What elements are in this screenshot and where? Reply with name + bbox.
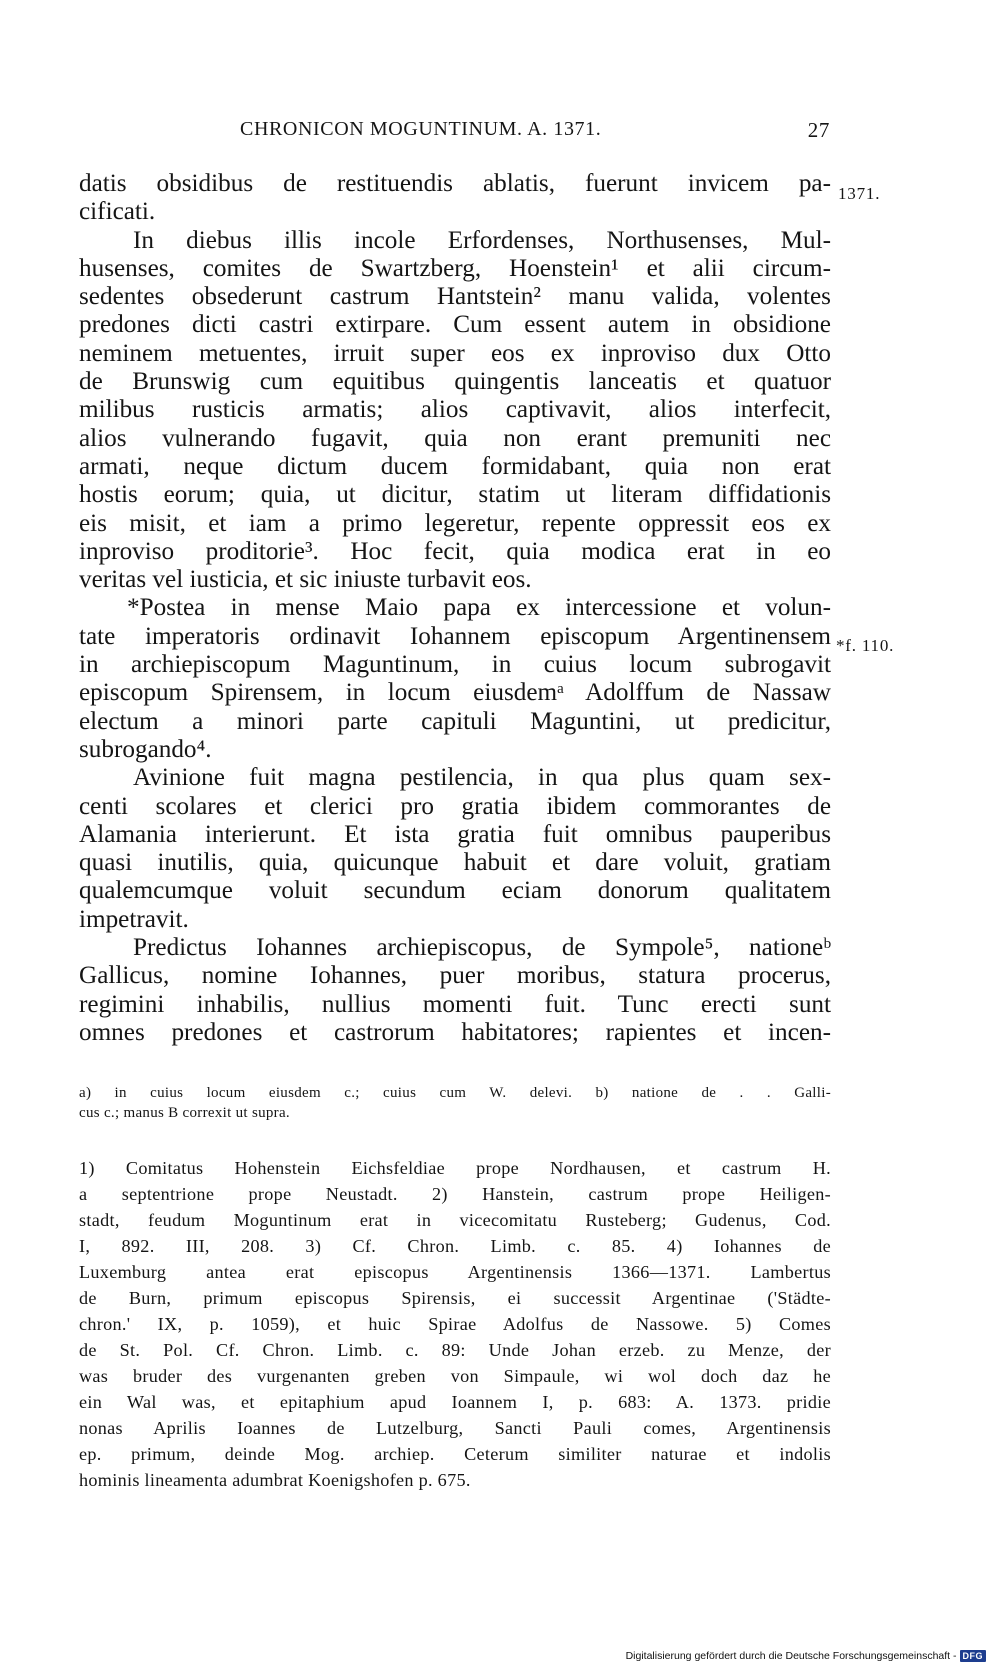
text-line: impetravit. <box>79 905 189 933</box>
margin-note-year: 1371. <box>838 184 881 203</box>
text-line: cificati. <box>79 198 156 226</box>
apparatus-line: cus c.; manus B correxit ut supra. <box>79 1105 290 1121</box>
margin-note-folio: *f. 110. <box>836 636 895 655</box>
digitization-credit <box>626 1648 986 1664</box>
text-line: datis obsidibus de restituendis ablatis, fuerunt invicem pa- <box>79 170 831 197</box>
text-line: subrogando⁴. <box>79 735 212 763</box>
text-line: alios vulnerando fugavit, quia non erant premuniti nec <box>79 424 831 452</box>
page-number: 27 <box>807 118 830 142</box>
text-line: inproviso proditorie³. Hoc fecit, quia modica erat in eo <box>79 537 831 565</box>
paragraph-start-line: *Postea in mense Maio papa ex intercessione et volun- <box>127 594 831 622</box>
footnote-line: nonas Aprilis Ioannes de Lutzelburg, Sancti Pauli comes, Argentinensis <box>79 1418 831 1438</box>
footnote-line: ep. primum, deinde Mog. archiep. Ceterum similiter naturae et indolis <box>79 1444 831 1464</box>
running-head <box>78 118 830 148</box>
text-line: predones dicti castri extirpare. Cum essent autem in obsidione <box>79 311 831 339</box>
text-line: husenses, comites de Swartzberg, Hoenstein¹ et alii circum- <box>79 254 831 282</box>
footnotes <box>79 1155 831 1493</box>
text-line: in archiepiscopum Maguntinum, in cuius locum subrogavit <box>79 651 831 679</box>
paragraph-start-line: Avinione fuit magna pestilencia, in qua plus quam sex- <box>133 764 831 792</box>
text-line: electum a minori parte capituli Maguntini, ut predicitur, <box>79 707 831 735</box>
text-line: Gallicus, nomine Iohannes, puer moribus, statura procerus, <box>79 962 831 990</box>
text-line: omnes predones et castrorum habitatores; rapientes et incen- <box>79 1018 831 1046</box>
footnote-line: de St. Pol. Cf. Chron. Limb. c. 89: Unde Johan erzeb. zu Menze, der <box>79 1340 831 1360</box>
footnote-line: stadt, feudum Moguntinum erat in vicecomitatu Rusteberg; Gudenus, Cod. <box>79 1210 831 1230</box>
footnote-line: was bruder des vurgenanten greben von Simpaule, wi wol doch daz he <box>79 1366 831 1386</box>
running-head-title: CHRONICON MOGUNTINUM. A. 1371. <box>240 118 602 140</box>
main-text <box>79 170 831 1047</box>
footnote-line: 1) Comitatus Hohenstein Eichsfeldiae prope Nordhausen, et castrum H. <box>79 1158 831 1178</box>
text-line: sedentes obsederunt castrum Hantstein² manu valida, volentes <box>79 283 831 311</box>
text-line: Alamania interierunt. Et ista gratia fuit omnibus pauperibus <box>79 820 831 848</box>
digitization-credit-text: Digitalisierung gefördert durch die Deutsche Forschungsgemeinschaft - <box>625 1650 957 1662</box>
textual-apparatus <box>79 1083 831 1123</box>
paragraph-start-line: In diebus illis incole Erfordenses, Northusenses, Mul- <box>133 226 831 254</box>
text-line: milibus rusticis armatis; alios captivavit, alios interfecit, <box>79 396 831 424</box>
text-line: episcopum Spirensem, in locum eiusdemᵃ Adolffum de Nassaw <box>79 679 831 707</box>
text-line: veritas vel iusticia, et sic iniuste turbavit eos. <box>79 566 532 594</box>
text-line: neminem metuentes, irruit super eos ex inproviso dux Otto <box>79 339 831 367</box>
text-line: tate imperatoris ordinavit Iohannem episcopum Argentinensem <box>79 622 831 650</box>
text-line: armati, neque dictum ducem formidabant, quia non erat <box>79 452 831 480</box>
footnote-line: ein Wal was, et epitaphium apud Ioannem I, p. 683: A. 1373. pridie <box>79 1392 831 1412</box>
footnote-line: Luxemburg antea erat episcopus Argentinensis 1366—1371. Lambertus <box>79 1262 831 1282</box>
text-line: regimini inhabilis, nullius momenti fuit. Tunc erecti sunt <box>79 990 831 1018</box>
apparatus-line: a) in cuius locum eiusdem c.; cuius cum W. delevi. b) natione de . . Galli- <box>79 1085 831 1101</box>
text-line: qualemcumque voluit secundum eciam donorum qualitatem <box>79 877 831 905</box>
paragraph-start-line: Predictus Iohannes archiepiscopus, de Sympole⁵, nationeᵇ <box>133 934 831 962</box>
footnote-line: I, 892. III, 208. 3) Cf. Chron. Limb. c. 85. 4) Iohannes de <box>79 1236 831 1256</box>
text-line: quasi inutilis, quia, quicunque habuit et dare voluit, gratiam <box>79 849 831 877</box>
text-line: eis misit, et iam a primo legeretur, repente oppressit eos ex <box>79 509 831 537</box>
text-line: de Brunswig cum equitibus quingentis lanceatis et quatuor <box>79 368 831 396</box>
text-line: hostis eorum; quia, ut dicitur, statim ut literam diffidationis <box>79 481 831 509</box>
footnote-line: a septentrione prope Neustadt. 2) Hanstein, castrum prope Heiligen- <box>79 1184 831 1204</box>
text-line: centi scolares et clerici pro gratia ibidem commorantes de <box>79 792 831 820</box>
dfg-logo-icon: DFG <box>960 1650 987 1662</box>
footnote-line: de Burn, primum episcopus Spirensis, ei successit Argentinae ('Städte- <box>79 1288 831 1308</box>
footnote-line: chron.' IX, p. 1059), et huic Spirae Adolfus de Nassowe. 5) Comes <box>79 1314 831 1334</box>
footnote-line: hominis lineamenta adumbrat Koenigshofen p. 675. <box>79 1470 471 1490</box>
